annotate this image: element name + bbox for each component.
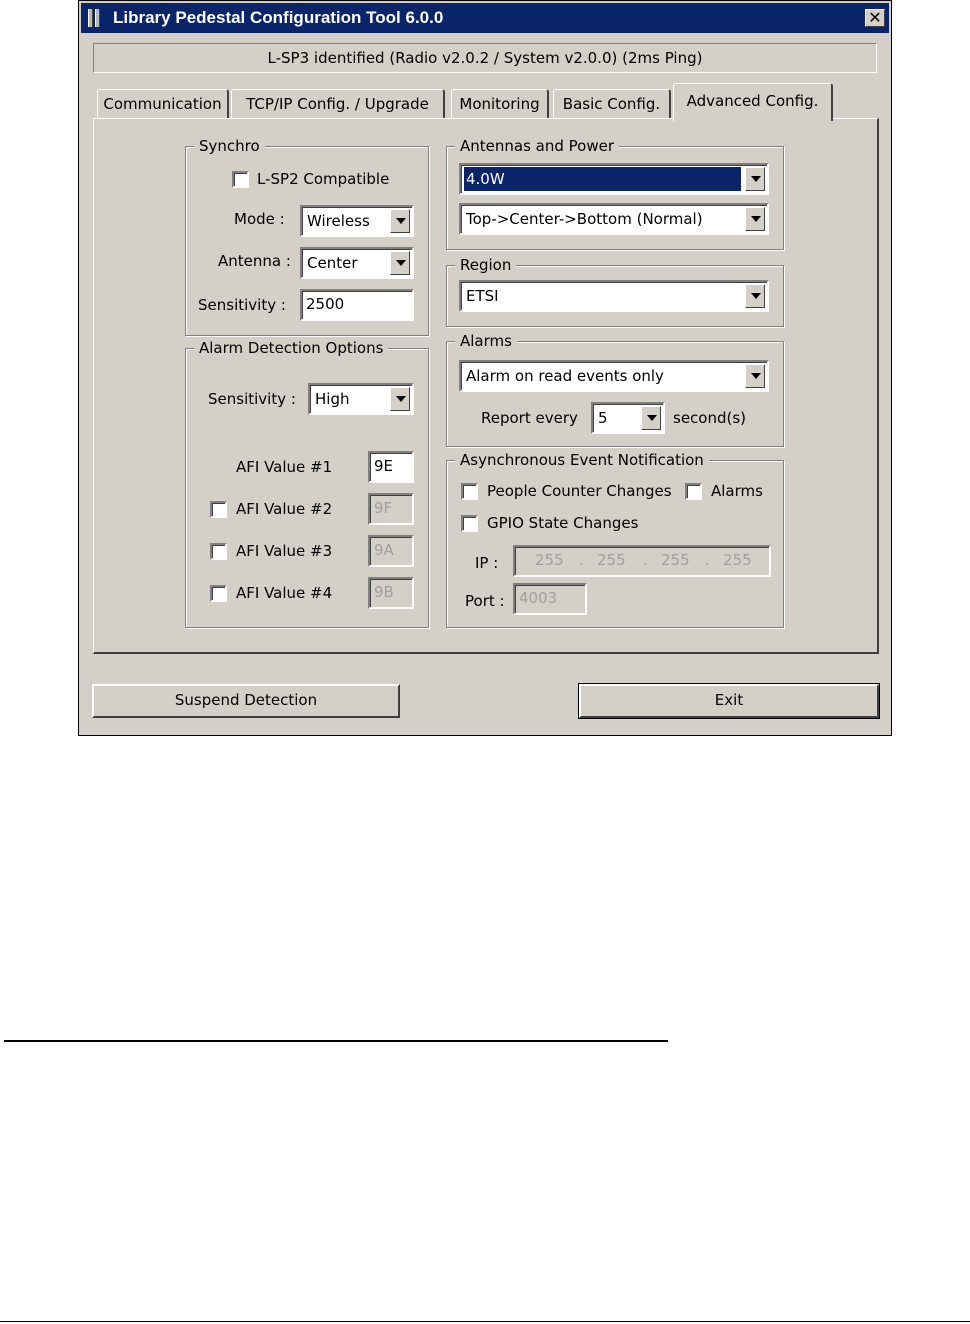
tab-tcpip-config[interactable]: TCP/IP Config. / Upgrade <box>231 89 445 119</box>
chevron-down-icon[interactable] <box>390 387 410 411</box>
synchro-title: Synchro <box>194 136 265 156</box>
ip-address-input[interactable] <box>513 545 771 577</box>
lsp2-compatible-label: L-SP2 Compatible <box>257 170 390 188</box>
title-bar[interactable] <box>81 3 889 33</box>
afi-value-3-checkbox[interactable] <box>210 543 227 560</box>
async-notification-group <box>446 451 784 628</box>
ip-separator: . <box>643 551 648 569</box>
alarm-mode-value: Alarm on read events only <box>466 367 664 385</box>
report-interval-select[interactable] <box>591 402 665 434</box>
chevron-down-icon[interactable] <box>641 406 661 430</box>
gpio-state-checkbox[interactable] <box>461 515 478 532</box>
region-value: ETSI <box>466 287 499 305</box>
afi-value-2-input[interactable]: 9F <box>368 493 414 525</box>
ip-octet-1: 255 <box>535 551 564 569</box>
alarm-sensitivity-value: High <box>315 390 350 408</box>
tab-advanced-config[interactable]: Advanced Config. <box>673 83 833 121</box>
tab-basic-config[interactable]: Basic Config. <box>553 89 671 119</box>
alarm-sensitivity-label: Sensitivity : <box>208 390 296 408</box>
synchro-group <box>185 137 429 336</box>
antenna-label: Antenna : <box>218 252 291 270</box>
app-window <box>78 0 892 736</box>
report-interval-value: 5 <box>598 409 608 427</box>
alarms-title: Alarms <box>455 331 517 351</box>
close-icon: ✕ <box>868 8 882 27</box>
antenna-value: Center <box>307 254 358 272</box>
afi-value-2-label: AFI Value #2 <box>236 500 333 518</box>
chevron-down-icon[interactable] <box>745 284 765 308</box>
async-notification-title: Asynchronous Event Notification <box>455 450 709 470</box>
gpio-state-label: GPIO State Changes <box>487 514 639 532</box>
region-select[interactable] <box>459 280 769 312</box>
ip-label: IP : <box>475 554 499 572</box>
power-select[interactable] <box>459 163 769 195</box>
power-value: 4.0W <box>464 167 741 191</box>
port-label: Port : <box>465 592 505 610</box>
ip-separator: . <box>579 551 584 569</box>
alarm-sensitivity-select[interactable] <box>308 383 414 415</box>
alarm-detection-title: Alarm Detection Options <box>194 338 388 358</box>
chevron-down-icon[interactable] <box>745 167 765 191</box>
tab-communication[interactable]: Communication <box>97 89 229 119</box>
mode-label: Mode : <box>234 210 285 228</box>
chevron-down-icon[interactable] <box>390 209 410 233</box>
afi-value-1-label: AFI Value #1 <box>236 458 333 476</box>
device-status: L-SP3 identified (Radio v2.0.2 / System v2.0.0) (2ms Ping) <box>93 43 877 73</box>
ip-octet-2: 255 <box>597 551 626 569</box>
antenna-sequence-value: Top->Center->Bottom (Normal) <box>466 210 703 228</box>
antenna-select[interactable] <box>300 247 414 279</box>
ip-octet-3: 255 <box>661 551 690 569</box>
people-counter-label: People Counter Changes <box>487 482 672 500</box>
region-group <box>446 256 784 327</box>
synchro-sensitivity-input[interactable]: 2500 <box>300 289 414 321</box>
mode-value: Wireless <box>307 212 370 230</box>
suspend-detection-button[interactable]: Suspend Detection <box>92 684 400 718</box>
alarms-notify-label: Alarms <box>711 482 763 500</box>
afi-value-1-input[interactable]: 9E <box>368 451 414 483</box>
antennas-power-title: Antennas and Power <box>455 136 619 156</box>
alarms-group <box>446 332 784 447</box>
afi-value-3-input[interactable]: 9A <box>368 535 414 567</box>
afi-value-2-checkbox[interactable] <box>210 501 227 518</box>
region-title: Region <box>455 255 516 275</box>
antenna-sequence-select[interactable] <box>459 203 769 235</box>
people-counter-checkbox[interactable] <box>461 483 478 500</box>
alarm-detection-group <box>185 339 429 628</box>
advanced-config-panel <box>93 118 879 654</box>
antennas-power-group <box>446 137 784 250</box>
tab-monitoring[interactable]: Monitoring <box>451 89 549 119</box>
page-bottom-line <box>0 1321 970 1322</box>
report-every-label: Report every <box>481 409 578 427</box>
divider-line <box>4 1040 668 1042</box>
chevron-down-icon[interactable] <box>390 251 410 275</box>
mode-select[interactable] <box>300 205 414 237</box>
afi-value-4-checkbox[interactable] <box>210 585 227 602</box>
afi-value-4-input[interactable]: 9B <box>368 577 414 609</box>
alarm-mode-select[interactable] <box>459 360 769 392</box>
alarms-notify-checkbox[interactable] <box>685 483 702 500</box>
chevron-down-icon[interactable] <box>745 207 765 231</box>
ip-octet-4: 255 <box>723 551 752 569</box>
lsp2-compatible-checkbox[interactable] <box>232 171 249 188</box>
seconds-label: second(s) <box>673 409 747 427</box>
ip-separator: . <box>705 551 710 569</box>
afi-value-3-label: AFI Value #3 <box>236 542 333 560</box>
exit-button[interactable]: Exit <box>579 684 879 718</box>
window-title: Library Pedestal Configuration Tool 6.0.0 <box>113 8 444 27</box>
chevron-down-icon[interactable] <box>745 364 765 388</box>
port-input[interactable]: 4003 <box>513 583 587 615</box>
synchro-sensitivity-label: Sensitivity : <box>198 296 286 314</box>
app-icon <box>88 9 102 27</box>
afi-value-4-label: AFI Value #4 <box>236 584 333 602</box>
close-button[interactable] <box>865 9 885 27</box>
